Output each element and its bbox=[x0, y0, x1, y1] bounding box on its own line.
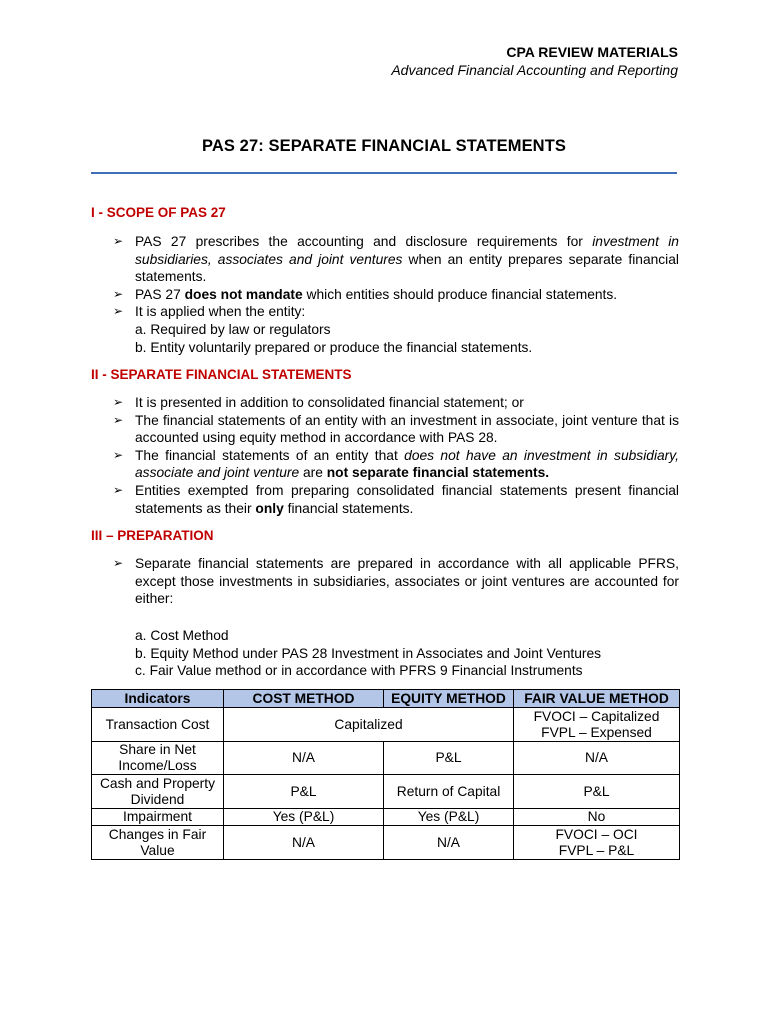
bullet-text: It is presented in addition to consolidated financial statement; or bbox=[135, 395, 524, 410]
table-row bbox=[92, 775, 680, 809]
sub-item: b. Entity voluntarily prepared or produce the financial statements. bbox=[135, 339, 533, 355]
method-item-a: a. Cost Method bbox=[135, 628, 229, 643]
bullet-text-bold: does not mandate bbox=[184, 286, 303, 302]
table-cell: P&L bbox=[514, 775, 680, 809]
arrow-bullet-icon: ➢ bbox=[113, 395, 124, 409]
list-item bbox=[113, 303, 679, 356]
table-header-row bbox=[92, 690, 680, 708]
cell-line: Income/Loss bbox=[118, 758, 197, 773]
arrow-bullet-icon: ➢ bbox=[113, 482, 124, 497]
method-item-b: b. Equity Method under PAS 28 Investment in Associates and Joint Ventures bbox=[135, 646, 602, 661]
table-cell: Return of Capital bbox=[384, 775, 514, 809]
bullet-text-bold: only bbox=[255, 500, 284, 516]
bullet-text: Separate financial statements are prepared in accordance with all applicable PFRS, except those investments in subsidiaries, associates or joint ventures are accounted for either: bbox=[135, 556, 679, 607]
section-heading-scope: I - SCOPE OF PAS 27 bbox=[91, 205, 226, 220]
section-heading-preparation: III – PREPARATION bbox=[91, 528, 214, 543]
column-header: EQUITY METHOD bbox=[384, 690, 514, 708]
list-item bbox=[113, 482, 679, 517]
cell-line: Changes in Fair bbox=[108, 826, 207, 842]
table-cell: Yes (P&L) bbox=[224, 809, 384, 826]
table-cell: N/A bbox=[224, 826, 384, 860]
section-heading-separate: II - SEPARATE FINANCIAL STATEMENTS bbox=[91, 367, 352, 382]
column-header: Indicators bbox=[92, 690, 224, 708]
cell-line: FVPL – P&L bbox=[558, 842, 635, 858]
arrow-bullet-icon: ➢ bbox=[113, 234, 124, 248]
table-cell: N/A bbox=[384, 826, 514, 860]
bullet-text-bold: not separate financial statements. bbox=[326, 465, 550, 481]
bullet-text: which entities should produce financial statements. bbox=[302, 286, 618, 302]
methods-comparison-table bbox=[91, 689, 680, 860]
arrow-bullet-icon: ➢ bbox=[113, 556, 124, 570]
method-item-c: c. Fair Value method or in accordance with PFRS 9 Financial Instruments bbox=[135, 663, 583, 678]
bullet-text-italic: investment in subsidiaries, associates and joint ventures bbox=[135, 234, 679, 267]
table-cell bbox=[514, 708, 680, 742]
table-cell: P&L bbox=[384, 742, 514, 775]
bullet-text: Entities exempted from preparing consolidated financial statements present financial statements as their bbox=[135, 482, 679, 516]
cell-line: FVOCI – Capitalized bbox=[533, 708, 660, 724]
table-cell: Impairment bbox=[92, 809, 224, 826]
arrow-bullet-icon: ➢ bbox=[113, 447, 124, 462]
table-row bbox=[92, 826, 680, 860]
cell-line: Cash and Property bbox=[99, 775, 216, 791]
table-cell bbox=[92, 826, 224, 860]
list-item bbox=[113, 555, 679, 608]
cell-line: FVPL – Expensed bbox=[541, 724, 652, 740]
cell-line: Dividend bbox=[130, 791, 185, 807]
table-cell: Yes (P&L) bbox=[384, 809, 514, 826]
table-row bbox=[92, 708, 680, 742]
bullet-text: PAS 27 prescribes the accounting and disclosure requirements for bbox=[135, 234, 593, 249]
separate-bullet-list bbox=[113, 394, 679, 517]
bullet-text: when an entity prepares separate financial statements. bbox=[135, 251, 679, 285]
bullet-text: are bbox=[299, 465, 327, 481]
bullet-text-italic: does not have an investment in subsidiary, associate and joint venture bbox=[135, 447, 679, 481]
bullet-text: The financial statements of an entity with an investment in associate, joint venture that is accounted using equity method in accordance with PAS 28. bbox=[135, 412, 679, 446]
arrow-bullet-icon: ➢ bbox=[113, 286, 124, 301]
table-row bbox=[92, 742, 680, 775]
page-title: PAS 27: SEPARATE FINANCIAL STATEMENTS bbox=[202, 137, 566, 155]
table-cell bbox=[92, 775, 224, 809]
list-item bbox=[113, 447, 679, 482]
table-cell bbox=[514, 826, 680, 860]
cell-line: FVOCI – OCI bbox=[555, 826, 638, 842]
bullet-text: PAS 27 bbox=[135, 286, 185, 302]
title-divider bbox=[91, 172, 677, 174]
table-cell: N/A bbox=[224, 742, 384, 775]
bullet-text: financial statements. bbox=[283, 500, 414, 516]
sub-item: a. Required by law or regulators bbox=[135, 321, 331, 337]
scope-bullet-list bbox=[113, 233, 679, 356]
preparation-bullet-list bbox=[113, 555, 679, 608]
table-cell: Transaction Cost bbox=[92, 708, 224, 742]
list-item bbox=[113, 233, 679, 286]
document-header bbox=[391, 44, 678, 79]
bullet-text: The financial statements of an entity that bbox=[135, 447, 405, 463]
bullet-text: It is applied when the entity: bbox=[135, 304, 306, 320]
table-cell: No bbox=[514, 809, 680, 826]
header-subtitle: Advanced Financial Accounting and Reporting bbox=[391, 62, 678, 78]
list-item bbox=[113, 412, 679, 447]
table-row bbox=[92, 809, 680, 826]
column-header: FAIR VALUE METHOD bbox=[514, 690, 680, 708]
table-cell: N/A bbox=[514, 742, 680, 775]
table-cell bbox=[92, 742, 224, 775]
arrow-bullet-icon: ➢ bbox=[113, 304, 124, 319]
list-item bbox=[113, 286, 679, 304]
cell-line: Share in Net bbox=[119, 742, 196, 757]
list-item bbox=[113, 394, 679, 412]
table-cell: P&L bbox=[224, 775, 384, 809]
column-header: COST METHOD bbox=[224, 690, 384, 708]
cell-line: Value bbox=[140, 842, 175, 858]
header-title: CPA REVIEW MATERIALS bbox=[506, 44, 678, 60]
arrow-bullet-icon: ➢ bbox=[113, 412, 124, 427]
table-cell: Capitalized bbox=[224, 708, 514, 742]
